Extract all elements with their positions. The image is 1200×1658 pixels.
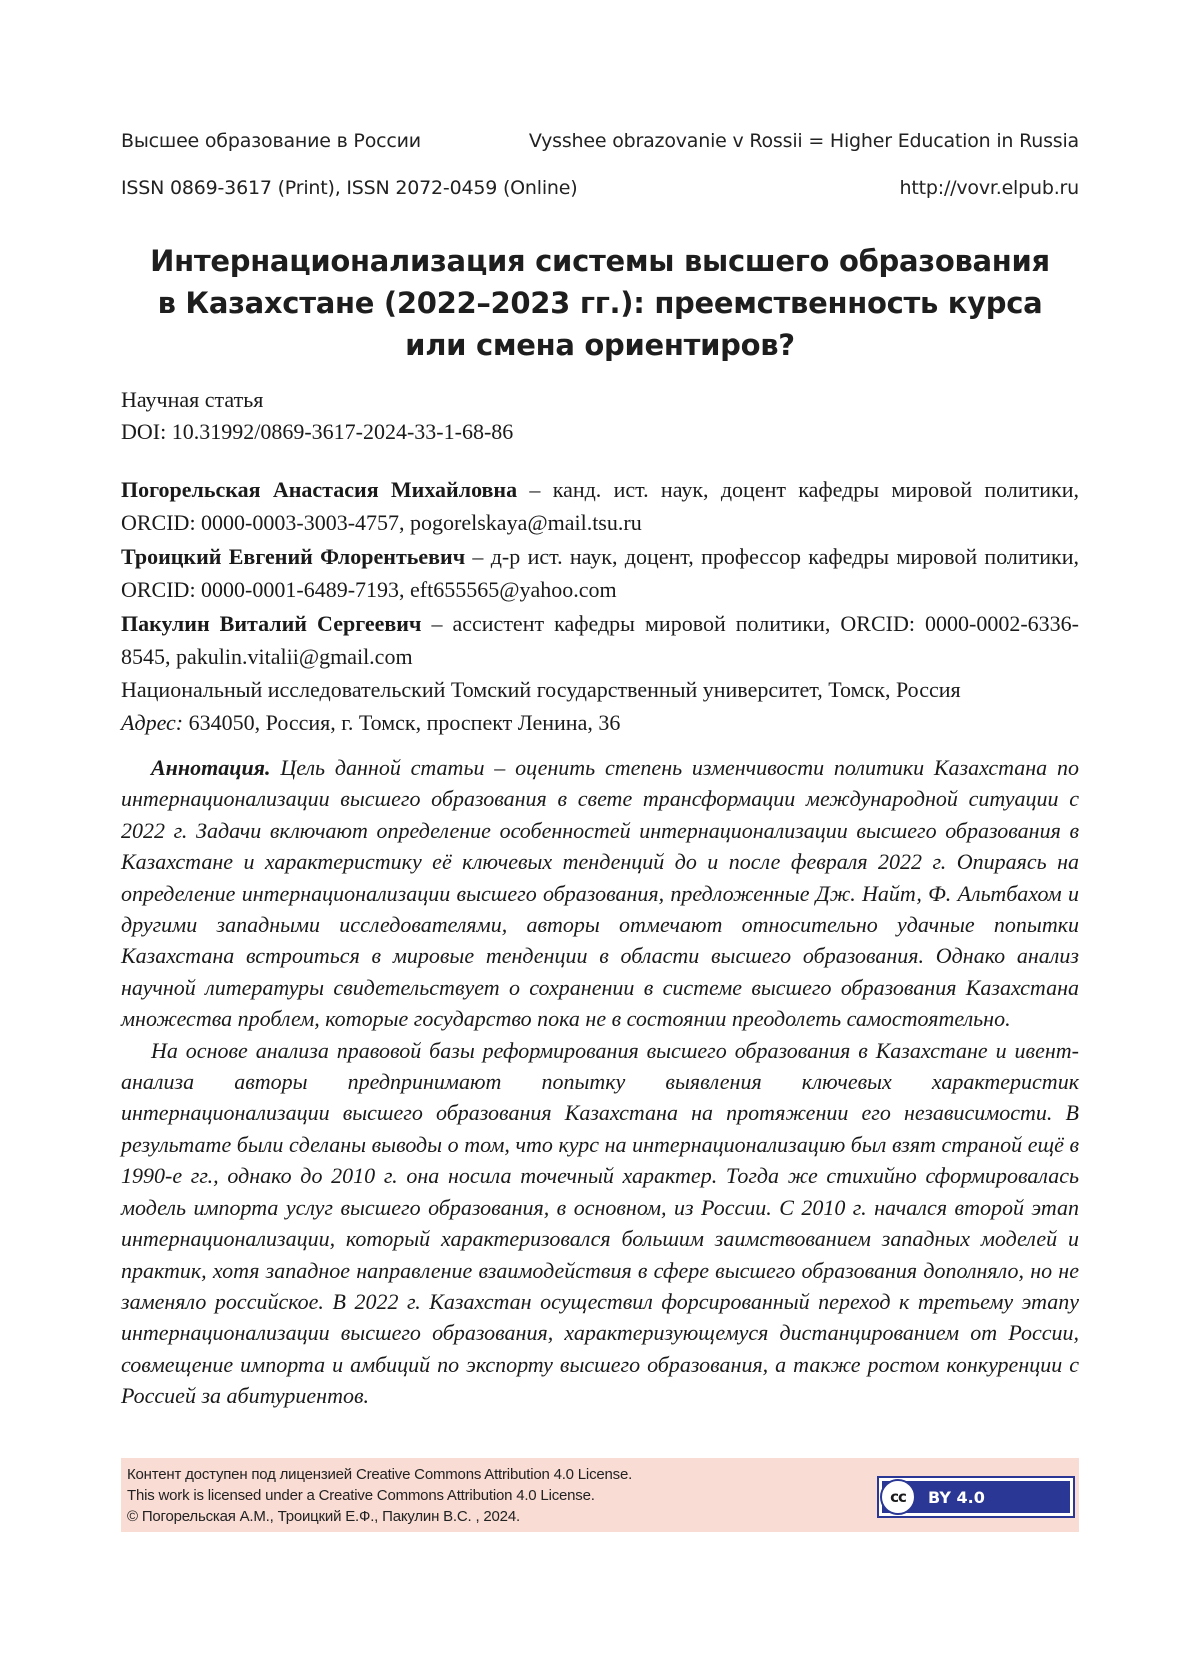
issn-text: ISSN 0869-3617 (Print), ISSN 2072-0459 (Online) xyxy=(121,177,578,199)
author-name: Погорельская Анастасия Михайловна xyxy=(121,477,518,502)
title-line: в Казахстане (2022–2023 гг.): преемственность курса xyxy=(157,286,1043,320)
cc-badge-label: BY 4.0 xyxy=(928,1487,985,1507)
author-name: Пакулин Виталий Сергеевич xyxy=(121,611,422,636)
address-value: 634050, Россия, г. Томск, проспект Ленина, 36 xyxy=(183,710,621,735)
copyright-line: © Погорельская А.М., Троицкий Е.Ф., Пакулин В.С. , 2024. xyxy=(127,1508,520,1525)
affiliation: Национальный исследовательский Томский государственный университет, Томск, Россия xyxy=(121,677,961,702)
running-header xyxy=(121,130,1079,152)
journal-url[interactable]: http://vovr.elpub.ru xyxy=(899,177,1079,199)
abstract xyxy=(121,752,1079,1412)
journal-title-en: Vysshee obrazovanie v Rossii = Higher Education in Russia xyxy=(528,130,1079,152)
author-entry xyxy=(121,607,1079,673)
doi[interactable]: DOI: 10.31992/0869-3617-2024-33-1-68-86 xyxy=(121,419,514,444)
title-line: Интернационализация системы высшего образования xyxy=(150,244,1050,278)
author-entry xyxy=(121,473,1079,539)
author-details: – ассистент кафедры мировой политики, ORCID: 0000-0002-6336-8545, pakulin.vitalii@gmail.com xyxy=(121,611,1079,669)
license-box xyxy=(121,1458,1079,1532)
abstract-lead: Аннотация. xyxy=(151,755,271,780)
author-details: – д-р ист. наук, доцент, профессор кафедры мировой политики, ORCID: 0000-0001-6489-7193, eft655565@yahoo.com xyxy=(121,544,1079,602)
license-line-ru: Контент доступен под лицензией Creative Commons Attribution 4.0 License. xyxy=(127,1466,633,1483)
cc-badge-inner xyxy=(882,1481,1070,1513)
article-meta xyxy=(121,384,1079,448)
author-entry xyxy=(121,540,1079,606)
article-type: Научная статья xyxy=(121,387,264,412)
cc-by-badge[interactable] xyxy=(877,1476,1075,1518)
author-name: Троицкий Евгений Флорентьевич xyxy=(121,544,466,569)
address-label: Адрес: xyxy=(121,710,184,735)
author-details: – канд. ист. наук, доцент кафедры мировой политики, ORCID: 0000-0003-3003-4757, pogorelskaya@mail.tsu.ru xyxy=(121,477,1079,535)
license-line-en: This work is licensed under a Creative Commons Attribution 4.0 License. xyxy=(127,1487,595,1504)
abstract-paragraph: На основе анализа правовой базы реформирования высшего образования в Казахстане и ивент-анализа авторы предпринимают попытку выявления ключевых характеристик интернационализации высшего образования Казахстана на протяжении его независимости. В результате были сделаны выводы о том, что курс на интернационализацию был взят страной ещё в 1990-е гг., однако до 2010 г. она носила точечный характер. Тогда же стихийно сформировалась модель импорта услуг высшего образования, в основном, из России. С 2010 г. начался второй этап интернационализации, который характеризовался большим заимствованием западных моделей и практик, хотя западное направление взаимодействия в сфере высшего образования дополняло, но не заменяло российское. В 2022 г. Казахстан осуществил форсированный переход к третьему этапу интернационализации высшего образования, характеризующемуся дистанцированием от России, совмещение импорта и амбиций по экспорту высшего образования, а также ростом конкуренции с Россией за абитуриентов. xyxy=(121,1037,1079,1409)
authors-block xyxy=(121,473,1079,739)
license-lines xyxy=(127,1464,632,1527)
issn-row xyxy=(121,177,1079,199)
cc-icon: cc xyxy=(880,1479,916,1515)
address xyxy=(121,706,1079,739)
journal-title-ru: Высшее образование в России xyxy=(121,130,421,152)
article-title xyxy=(121,240,1079,366)
abstract-paragraph xyxy=(121,752,1079,1035)
title-line: или смена ориентиров? xyxy=(405,328,795,362)
abstract-text: Цель данной статьи – оценить степень изменчивости политики Казахстана по интернационализации высшего образования в свете трансформации международной ситуации с 2022 г. Задачи включают определение особенностей интернационализации высшего образования в Казахстане и характеристику её ключевых тенденций до и после февраля 2022 г. Опираясь на определение интернационализации высшего образования, предложенные Дж. Найт, Ф. Альтбахом и другими западными исследователями, авторы отмечают относительно удачные попытки Казахстана встроиться в мировые тенденции в области высшего образования. Однако анализ научной литературы свидетельствует о сохранении в системе высшего образования Казахстана множества проблем, которые государство пока не в состоянии преодолеть самостоятельно. xyxy=(121,755,1079,1032)
